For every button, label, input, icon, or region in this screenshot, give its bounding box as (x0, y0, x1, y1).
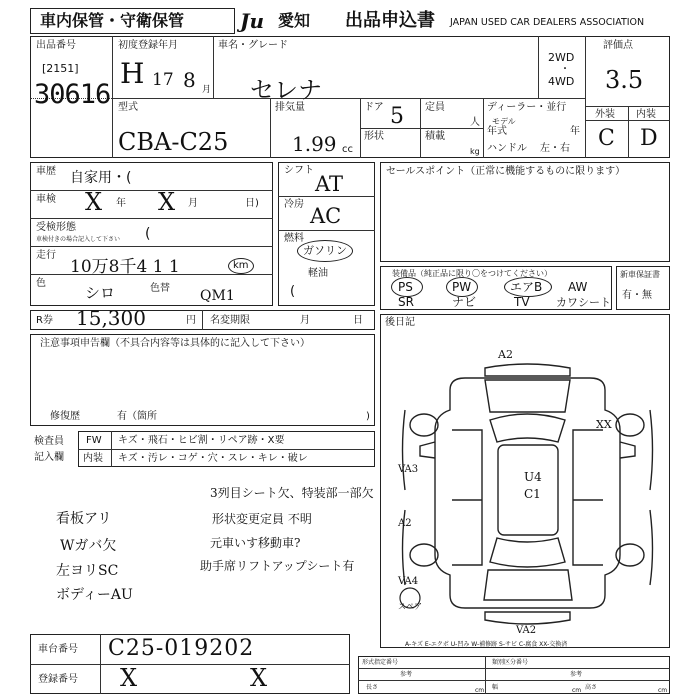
door-label: ドア (364, 102, 384, 113)
interior-label: 内装 (83, 453, 103, 464)
mileage-value: 10万8千4 1 1 (70, 257, 180, 277)
drive-2wd: 2WD (548, 51, 575, 64)
evaluation-label: 評価点 (603, 40, 633, 51)
note-left-scratch: 左ヨリSC (56, 563, 119, 579)
note-body-au: ボディーAU (56, 587, 133, 603)
interior-grade: D (640, 126, 658, 151)
equipment-pw: PW (452, 280, 472, 294)
mark-left-2: A2 (398, 518, 412, 529)
ac-label: 冷房 (284, 199, 304, 210)
plate-mark-2: X (250, 664, 268, 692)
mark-right: XX (596, 418, 612, 431)
load-unit: kg (470, 147, 480, 156)
mark-roof-2: C1 (524, 487, 541, 501)
name-change-month: 月 (300, 315, 310, 326)
inspection-day-unit: 日) (245, 198, 259, 209)
attention-label: 注意事項申告欄（不具合内容等は具体的に記入して下さい） (40, 338, 310, 349)
lot-number-label: 出品番号 (36, 40, 76, 51)
year-label: 年式 (487, 126, 507, 137)
color-label: 色 (36, 278, 46, 289)
spec-height-label: 高さ (585, 684, 598, 691)
registration-month: 8 (183, 68, 196, 92)
note-signboard: 看板アリ (56, 511, 112, 527)
model-label: 型式 (118, 102, 138, 113)
form-title: 出品申込書 (345, 10, 435, 31)
model-code: CBA-C25 (118, 128, 229, 156)
exterior-grade: C (598, 126, 615, 151)
car-history-label: 車歴 (36, 166, 56, 177)
registration-year: 17 (152, 70, 174, 90)
name-change-day: 日 (353, 315, 363, 326)
spec-ref-right: 参考 (570, 671, 583, 678)
recycle-amount: 15,300 (76, 306, 146, 330)
door-count: 5 (390, 104, 404, 129)
name-change-label: 名変期限 (210, 315, 250, 326)
reception-note: 車検付きの場合記入して下さい (36, 236, 121, 243)
equipment-tv: TV (514, 295, 530, 309)
exterior-grade-label: 外装 (595, 109, 615, 120)
capacity-label: 定員 (425, 102, 445, 113)
spare-label: スペア (398, 602, 422, 611)
mileage-label: 走行 (36, 250, 56, 261)
shift-value: AT (315, 172, 344, 196)
pw-circle (446, 277, 478, 297)
fuel-label: 燃料 (284, 233, 304, 244)
fuel-gasoline: ガソリン (303, 244, 347, 257)
note-wheelchair: 元車いす移動車? (210, 536, 301, 550)
fw-categories: キズ・飛石・ヒビ割・リペア跡・X要 (118, 435, 285, 446)
equipment-ps: PS (398, 280, 413, 294)
equipment-sr: SR (398, 295, 414, 309)
lot-number-small: [2151] (42, 62, 79, 75)
spec-class-label: 類別区分番号 (492, 659, 529, 666)
mark-bottom: VA2 (516, 625, 537, 636)
chassis-label: 車台番号 (38, 644, 78, 655)
mark-roof-1: U4 (524, 470, 542, 484)
inspector-label-1: 検査員 (34, 436, 64, 447)
drive-4wd: 4WD (548, 75, 575, 88)
ju-logo: Ju (240, 9, 265, 33)
warranty-value: 有・無 (622, 290, 652, 301)
chassis-number: C25-019202 (108, 636, 255, 661)
inspection-month-unit: 月 (188, 198, 198, 209)
selling-point-box (380, 162, 670, 262)
spec-width-unit: cm (572, 687, 582, 694)
model-year-label: モデル (492, 117, 516, 126)
plate-label: 登録番号 (38, 674, 78, 685)
shift-label: シフト (284, 165, 314, 176)
selling-point-label: セールスポイント（正常に機能するものに限ります） (386, 166, 626, 177)
equipment-aw: AW (568, 280, 588, 294)
mark-left-3: VA4 (398, 576, 419, 587)
mark-left-1: VA3 (398, 464, 419, 475)
equipment-airbag: エアB (510, 280, 543, 294)
equipment-navi: ナビ (452, 295, 477, 309)
capacity-unit: 人 (470, 117, 480, 128)
handle-value: 左・右 (540, 143, 570, 154)
year-unit: 年 (570, 126, 580, 137)
fuel-paren: ( (290, 284, 296, 299)
repair-history-value: 有（箇所 (117, 411, 157, 422)
color-code: QM1 (200, 288, 235, 304)
inspection-year-mark: X (85, 188, 103, 216)
registration-month-unit: 月 (202, 85, 212, 95)
car-history-value: 自家用・( (70, 170, 132, 186)
repair-history-label: 修復歴 (50, 411, 80, 422)
storage-title: 車内保管・守衛保管 (40, 11, 185, 30)
ac-value: AC (310, 204, 342, 228)
org-name: 愛知 (278, 11, 311, 30)
displacement-label: 排気量 (275, 102, 305, 113)
warranty-label: 新車保証書 (620, 270, 660, 279)
note-lift-seat: 助手席リフトアップシート有 (200, 559, 355, 573)
drive-separator: ・ (560, 64, 570, 75)
body-shape-label: 形状 (364, 131, 384, 142)
displacement-unit: cc (342, 144, 353, 155)
lot-number: 30616 (34, 79, 111, 110)
fuel-diesel: 軽油 (308, 268, 328, 279)
fw-label: FW (86, 435, 102, 446)
color-change-label: 色替 (150, 283, 170, 294)
inspection-label: 車検 (36, 194, 56, 205)
mileage-unit: km (233, 260, 249, 271)
recycle-label: R券 (36, 315, 53, 326)
displacement-value: 1.99 (292, 132, 337, 156)
ps-circle (391, 277, 423, 297)
dealer-label: ディーラー・並行 (487, 102, 567, 113)
spec-ref-left: 参考 (400, 671, 413, 678)
car-name: セレナ (250, 76, 322, 104)
recycle-unit: 円 (186, 315, 196, 326)
spec-length-label: 長さ (366, 684, 379, 691)
note-third-row: 3列目シート欠、特装部一部欠 (210, 486, 374, 500)
evaluation-score: 3.5 (605, 66, 644, 94)
damage-legend: A-キズ E-エクボ U-凹み W-補修跡 S-サビ C-腐食 XX-交換済 (405, 641, 568, 648)
handle-label: ハンドル (487, 143, 527, 154)
spec-length-unit: cm (475, 687, 485, 694)
spec-type-label: 形式指定番号 (362, 659, 399, 666)
repair-history-close: ) (366, 411, 370, 422)
plate-mark-1: X (120, 664, 138, 692)
first-registration-label: 初度登録年月 (118, 40, 178, 51)
inspector-label-2: 記入欄 (34, 452, 64, 463)
spec-width-label: 幅 (492, 684, 499, 691)
interior-grade-label: 内装 (636, 109, 656, 120)
inspection-year-unit: 年 (116, 198, 126, 209)
color-value: シロ (85, 284, 116, 302)
equipment-leather-seat: カワシート (556, 296, 611, 309)
inspection-month-mark: X (158, 188, 176, 216)
airbag-circle (504, 277, 552, 297)
registration-era: H (120, 57, 145, 90)
rear-notes-label: 後日記 (385, 317, 415, 328)
note-capacity-unknown: 形状変更定員 不明 (212, 512, 312, 526)
association-name: JAPAN USED CAR DEALERS ASSOCIATION (450, 17, 645, 28)
note-wiper-missing: Wガバ欠 (60, 538, 117, 554)
load-label: 積載 (425, 131, 445, 142)
mark-top: A2 (498, 348, 513, 361)
spec-height-unit: cm (658, 687, 668, 694)
car-name-label: 車名・グレード (218, 40, 288, 51)
interior-categories: キズ・汚レ・コゲ・穴・スレ・キレ・破レ (118, 453, 308, 464)
equipment-label: 装備品（純正品に限り〇をつけてください） (392, 269, 552, 278)
reception-paren: ( (145, 226, 151, 242)
reception-type-label: 受検形態 (36, 222, 76, 233)
